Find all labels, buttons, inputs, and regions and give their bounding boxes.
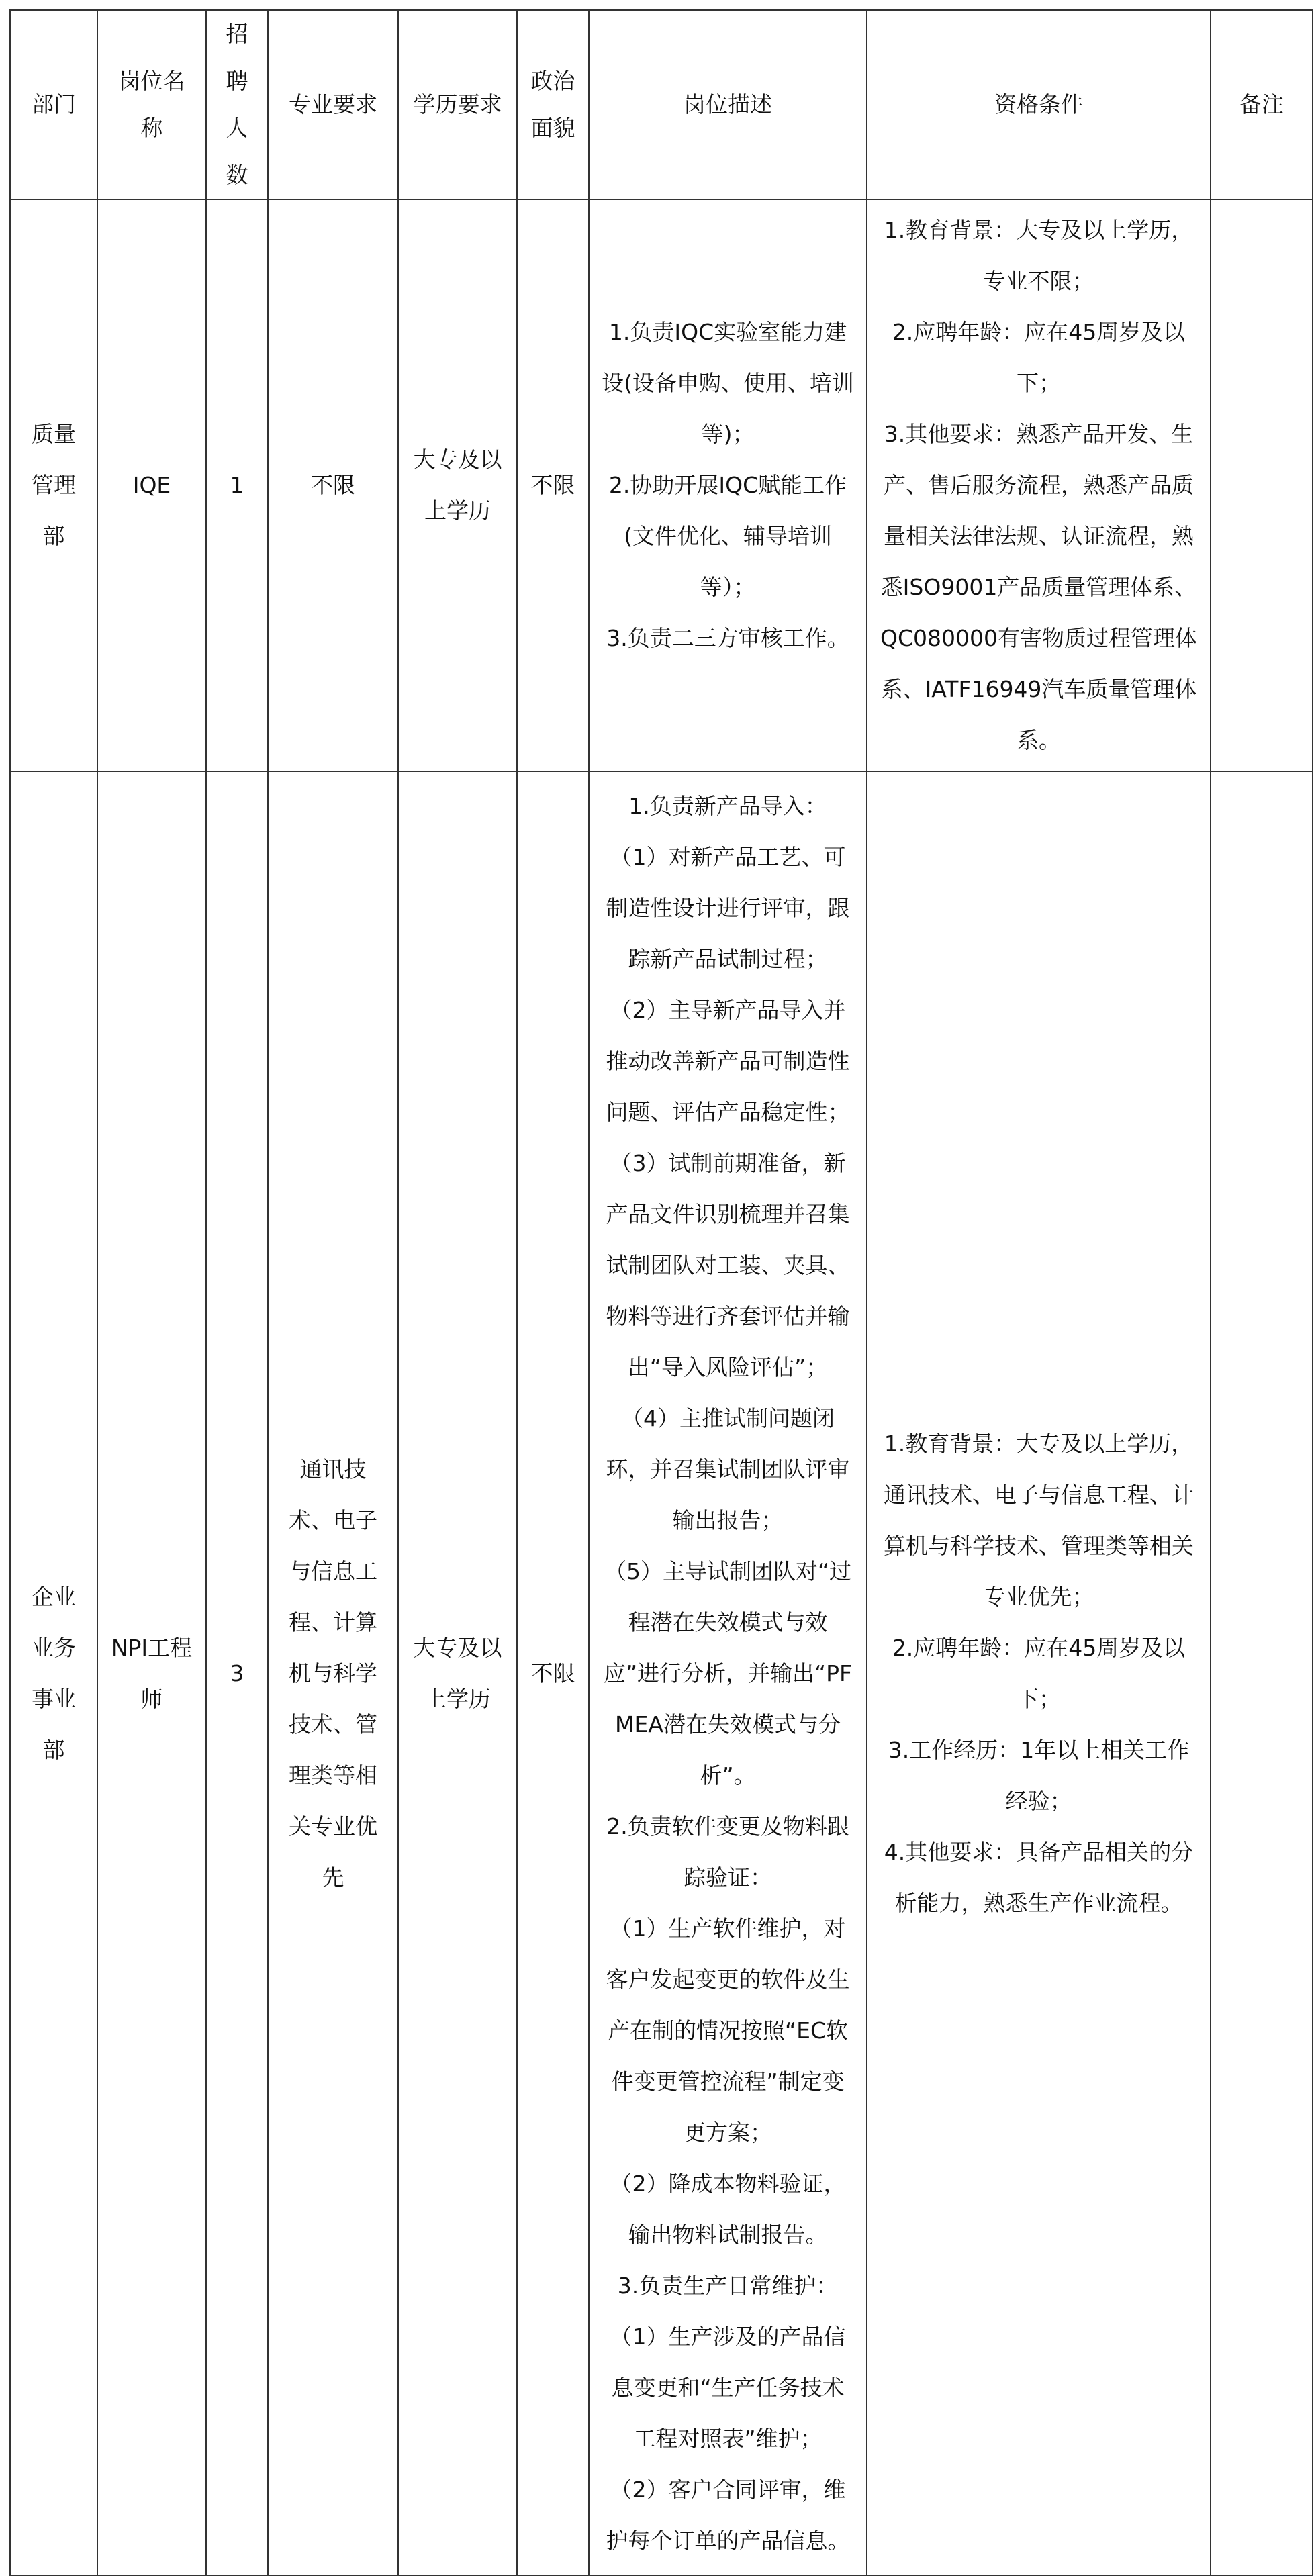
cell-remarks [1211,771,1313,2575]
cell-political: 不限 [517,771,589,2575]
description-line: （2）主导新产品导入并推动改善新产品可制造性问题、评估产品稳定性； [606,996,850,1125]
table-row [10,771,1313,2575]
description-line: 3.负责二三方审核工作。 [606,625,849,651]
cell-education: 大专及以上学历 [398,199,517,771]
recruitment-table [9,9,1313,2576]
header-qualifications: 资格条件 [867,10,1211,199]
header-political: 政治面貌 [517,10,589,199]
cell-headcount: 1 [206,199,268,771]
description-line: （1）对新产品工艺、可制造性设计进行评审，跟踪新产品试制过程； [606,843,850,972]
description-line: 2.协助开展IQC赋能工作(文件优化、辅导培训等）； [608,472,847,600]
cell-department: 质量管理部 [10,199,97,771]
cell-education: 大专及以上学历 [398,771,517,2575]
cell-qualifications [867,199,1211,771]
cell-department: 企业业务事业部 [10,771,97,2575]
qualification-line: 4.其他要求：具备产品相关的分析能力，熟悉生产作业流程。 [884,1838,1194,1916]
header-description: 岗位描述 [589,10,867,199]
qualification-line: 3.工作经历：1年以上相关工作经验； [888,1736,1190,1814]
header-education: 学历要求 [398,10,517,199]
qualification-line: 1.教育背景：大专及以上学历，专业不限； [884,217,1194,294]
description-line: （1）生产软件维护，对客户发起变更的软件及生产在制的情况按照“EC软件变更管控流程”制定变更方案； [606,1915,850,2146]
description-line: （3）试制前期准备，新产品文件识别梳理并召集试制团队对工装、夹具、物料等进行齐套评估并输出“导入风险评估”； [606,1149,850,1380]
qualification-line: 2.应聘年龄：应在45周岁及以下； [892,319,1186,396]
description-line: （1）生产涉及的产品信息变更和“生产任务技术工程对照表”维护； [610,2323,846,2452]
qualification-line: 3.其他要求：熟悉产品开发、生产、售后服务流程，熟悉产品质量相关法律法规、认证流程，熟悉ISO9001产品质量管理体系、QC080000有害物质过程管理体系、IATF16949汽车质量管理体系。 [880,421,1197,753]
description-line: 1.负责IQC实验室能力建设(设备申购、使用、培训等)； [602,319,854,447]
cell-position: NPI工程师 [97,771,206,2575]
header-headcount: 招聘人数 [206,10,268,199]
description-line: 3.负责生产日常维护： [617,2272,839,2299]
qualification-line: 2.应聘年龄：应在45周岁及以下； [892,1634,1186,1712]
header-department: 部门 [10,10,97,199]
cell-major: 通讯技术、电子与信息工程、计算机与科学技术、管理类等相关专业优先 [268,771,398,2575]
cell-political: 不限 [517,199,589,771]
cell-remarks [1211,199,1313,771]
header-major: 专业要求 [268,10,398,199]
description-line: （5）主导试制团队对“过程潜在失效模式与效应”进行分析，并输出“PFMEA潜在失效模式与分析”。 [603,1558,853,1788]
cell-description [589,199,867,771]
table-row [10,199,1313,771]
description-line: （4）主推试制问题闭环，并召集试制团队评审输出报告； [606,1404,850,1533]
description-line: （2）降成本物料验证，输出物料试制报告。 [610,2170,846,2248]
description-line: 2.负责软件变更及物料跟踪验证： [606,1813,849,1891]
qualification-line: 1.教育背景：大专及以上学历，通讯技术、电子与信息工程、计算机与科学技术、管理类等相关专业优先； [884,1430,1194,1610]
header-position: 岗位名称 [97,10,206,199]
cell-qualifications [867,771,1211,2575]
header-remarks: 备注 [1211,10,1313,199]
cell-major: 不限 [268,199,398,771]
header-row [10,10,1313,199]
description-line: （2）客户合同评审，维护每个订单的产品信息。 [606,2476,850,2554]
cell-description [589,771,867,2575]
cell-position: IQE [97,199,206,771]
cell-headcount: 3 [206,771,268,2575]
description-line: 1.负责新产品导入： [628,792,827,819]
